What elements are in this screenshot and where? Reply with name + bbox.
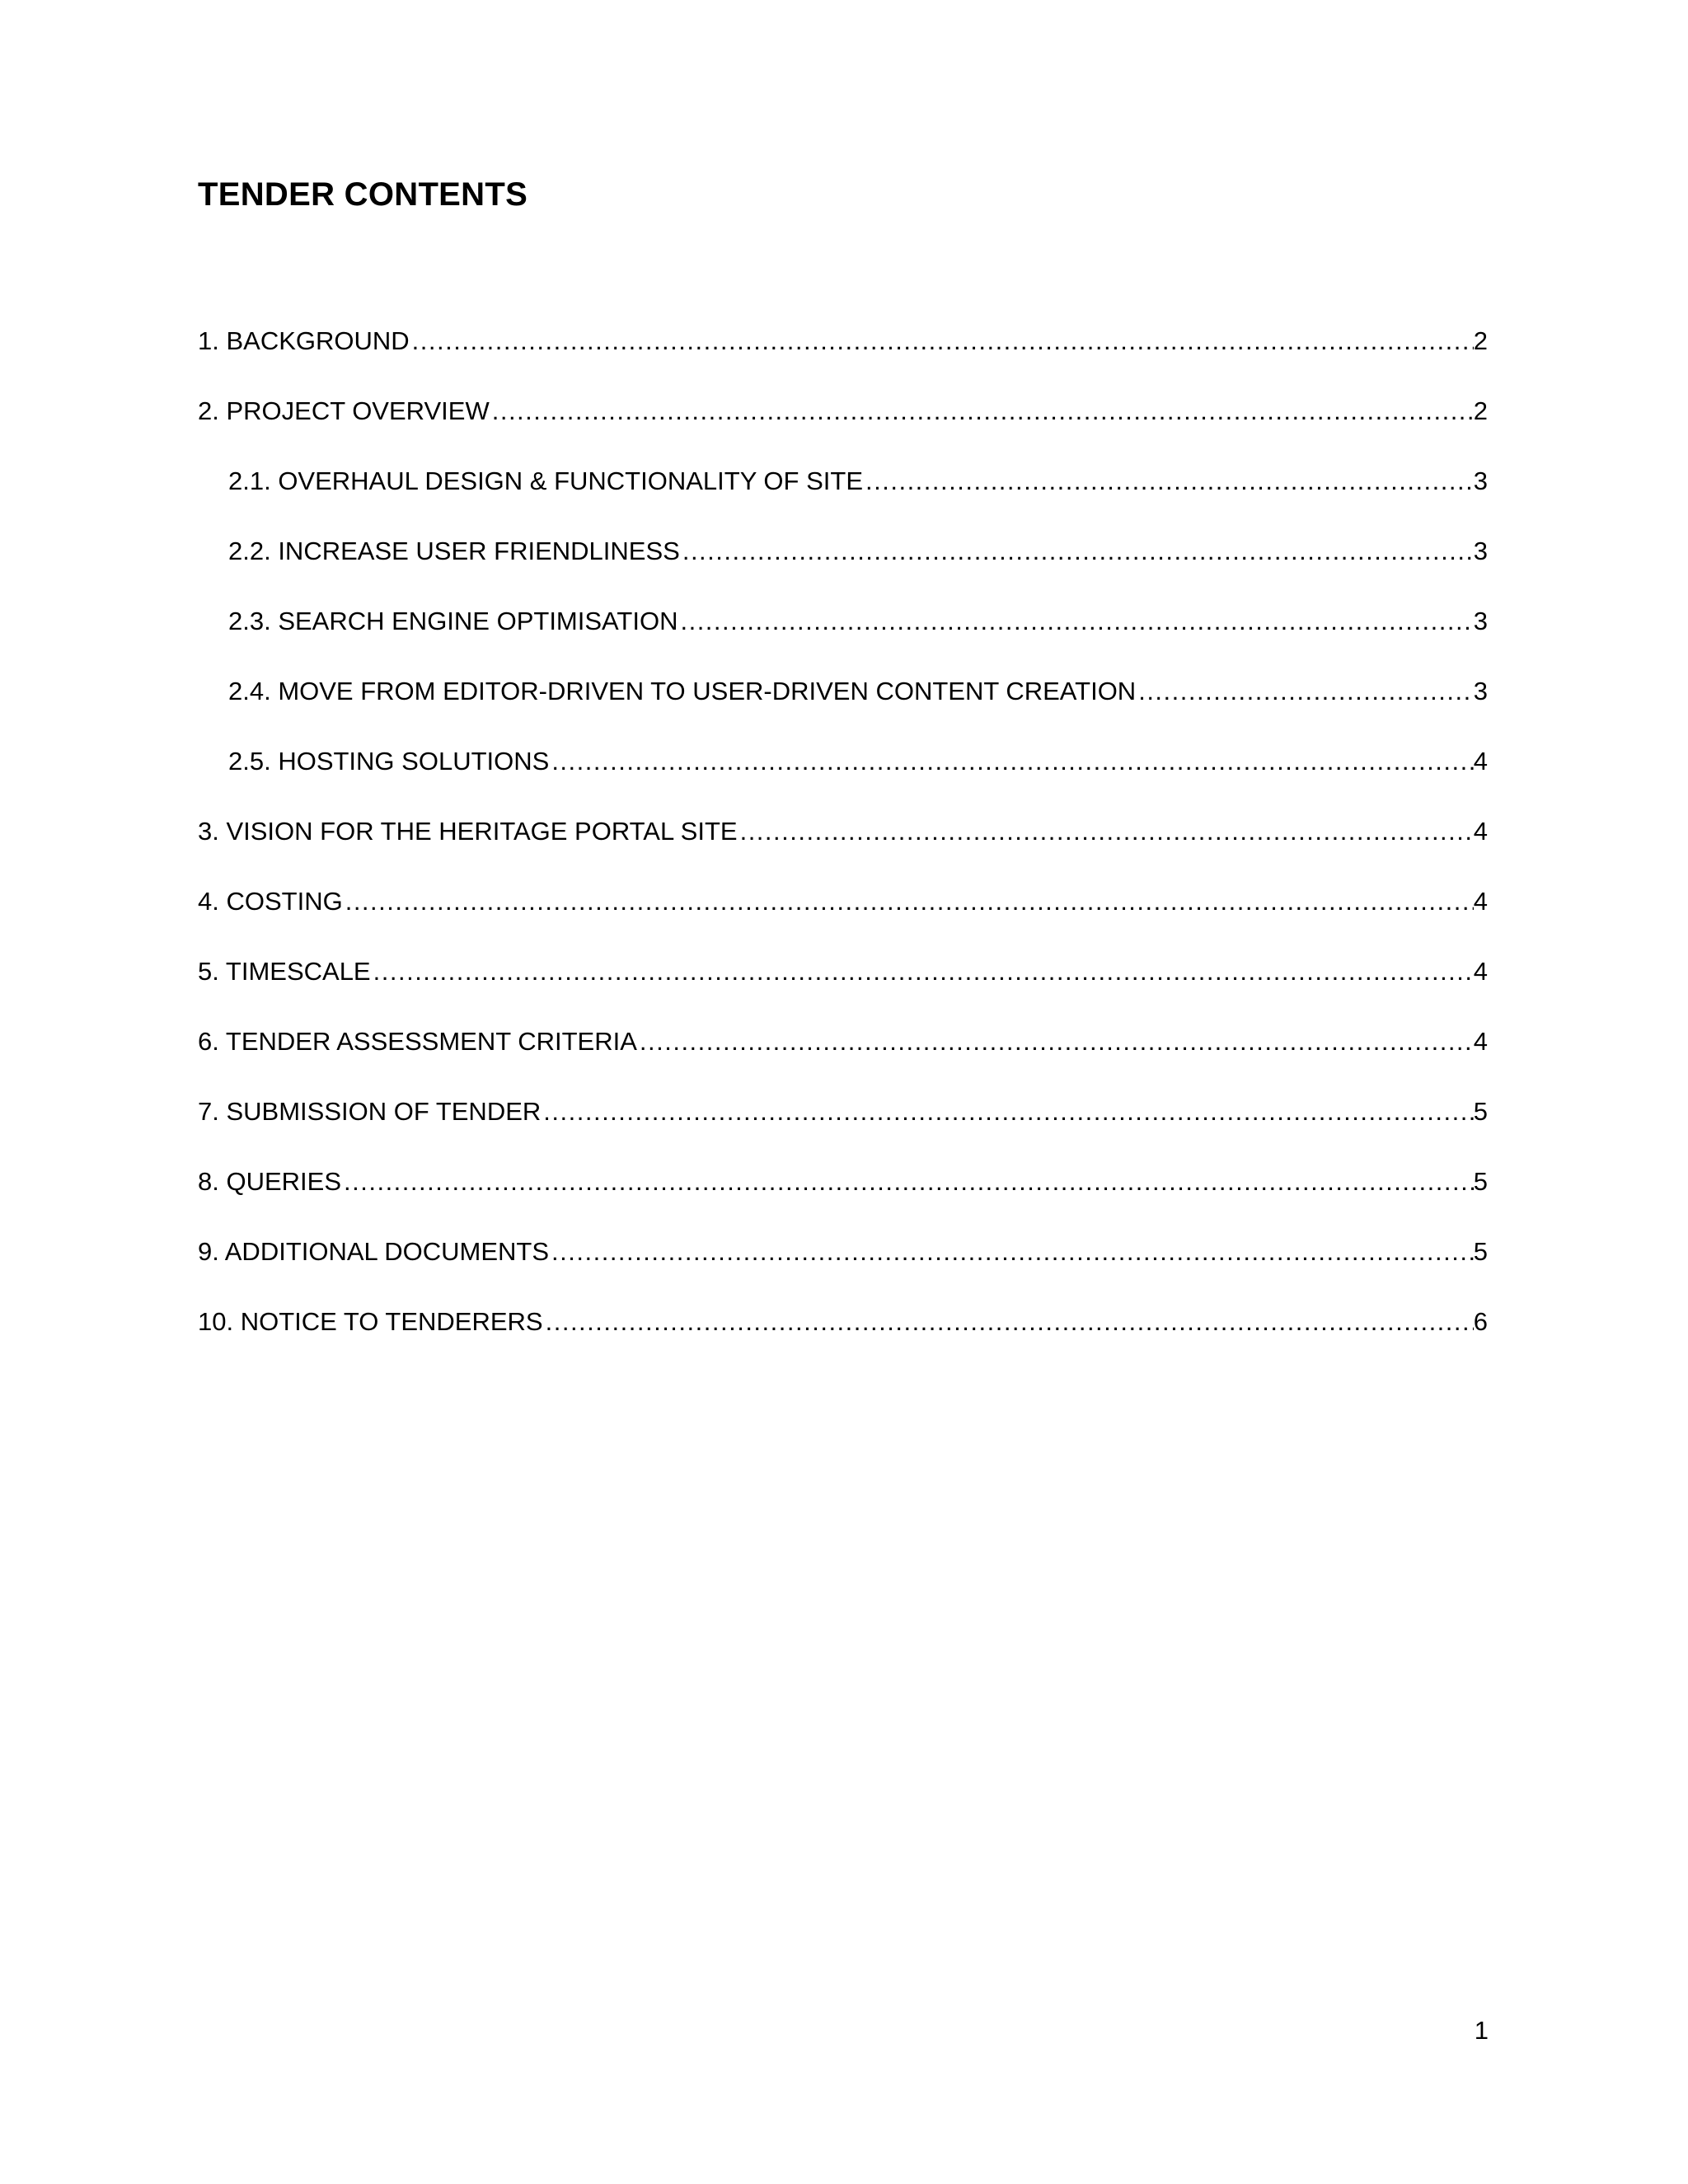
toc-entry-project-overview[interactable] bbox=[198, 393, 1488, 463]
toc-entry-page: 4 bbox=[1473, 817, 1488, 846]
toc-entry-label: 2. PROJECT OVERVIEW bbox=[198, 396, 490, 425]
toc-entry-page: 4 bbox=[1473, 747, 1488, 776]
toc-entry-page: 2 bbox=[1473, 396, 1488, 425]
toc-entry-label: 2.1. OVERHAUL DESIGN & FUNCTIONALITY OF SITE bbox=[228, 466, 863, 495]
toc-entry-page: 5 bbox=[1473, 1237, 1488, 1266]
toc-entry-hosting-solutions[interactable] bbox=[198, 743, 1488, 813]
toc-entry-page: 3 bbox=[1473, 677, 1488, 705]
toc-entry-label: 7. SUBMISSION OF TENDER bbox=[198, 1097, 542, 1126]
toc-entry-label: 3. VISION FOR THE HERITAGE PORTAL SITE bbox=[198, 817, 738, 846]
toc-entry-costing[interactable] bbox=[198, 883, 1488, 954]
toc-entry-user-driven-content[interactable] bbox=[198, 673, 1488, 743]
dot-leader bbox=[541, 1094, 1473, 1130]
toc-entry-user-friendliness[interactable] bbox=[198, 533, 1488, 603]
toc-entry-additional-documents[interactable] bbox=[198, 1234, 1488, 1304]
dot-leader bbox=[549, 743, 1473, 780]
toc-entry-submission[interactable] bbox=[198, 1094, 1488, 1164]
toc-entry-timescale[interactable] bbox=[198, 954, 1488, 1024]
dot-leader bbox=[1136, 673, 1474, 710]
toc-entry-label: 10. NOTICE TO TENDERERS bbox=[198, 1307, 543, 1336]
dot-leader bbox=[637, 1024, 1474, 1060]
toc-entry-label: 1. BACKGROUND bbox=[198, 326, 410, 355]
toc-entry-label: 5. TIMESCALE bbox=[198, 957, 371, 986]
toc-entry-page: 3 bbox=[1473, 537, 1488, 565]
toc-entry-assessment-criteria[interactable] bbox=[198, 1024, 1488, 1094]
toc-entry-page: 3 bbox=[1473, 607, 1488, 635]
toc-entry-page: 3 bbox=[1473, 466, 1488, 495]
dot-leader bbox=[341, 1164, 1474, 1200]
toc-entry-seo[interactable] bbox=[198, 603, 1488, 673]
dot-leader bbox=[678, 603, 1473, 640]
toc-entry-label: 8. QUERIES bbox=[198, 1167, 341, 1196]
table-of-contents bbox=[198, 323, 1488, 1374]
toc-entry-label: 4. COSTING bbox=[198, 887, 343, 916]
toc-entry-page: 6 bbox=[1473, 1307, 1488, 1336]
toc-entry-page: 2 bbox=[1473, 326, 1488, 355]
toc-entry-label: 2.4. MOVE FROM EDITOR-DRIVEN TO USER-DRIVEN CONTENT CREATION bbox=[228, 677, 1137, 705]
toc-entry-label: 2.2. INCREASE USER FRIENDLINESS bbox=[228, 537, 680, 565]
toc-entry-overhaul-design[interactable] bbox=[198, 463, 1488, 533]
toc-entry-vision[interactable] bbox=[198, 813, 1488, 883]
dot-leader bbox=[863, 463, 1474, 499]
toc-entry-background[interactable] bbox=[198, 323, 1488, 393]
toc-entry-page: 4 bbox=[1473, 887, 1488, 916]
dot-leader bbox=[738, 813, 1474, 850]
dot-leader bbox=[371, 954, 1474, 990]
toc-entry-page: 4 bbox=[1473, 957, 1488, 986]
toc-entry-label: 6. TENDER ASSESSMENT CRITERIA bbox=[198, 1027, 637, 1056]
dot-leader bbox=[343, 883, 1474, 920]
toc-entry-label: 2.3. SEARCH ENGINE OPTIMISATION bbox=[228, 607, 678, 635]
toc-title: TENDER CONTENTS bbox=[198, 176, 528, 213]
toc-entry-page: 5 bbox=[1473, 1167, 1488, 1196]
toc-entry-page: 5 bbox=[1473, 1097, 1488, 1126]
page-number: 1 bbox=[1474, 2016, 1489, 2045]
dot-leader bbox=[543, 1304, 1474, 1340]
dot-leader bbox=[549, 1234, 1474, 1270]
toc-entry-notice[interactable] bbox=[198, 1304, 1488, 1374]
dot-leader bbox=[490, 393, 1474, 429]
toc-entry-label: 2.5. HOSTING SOLUTIONS bbox=[228, 747, 550, 776]
dot-leader bbox=[410, 323, 1474, 359]
toc-entry-page: 4 bbox=[1473, 1027, 1488, 1056]
toc-entry-label: 9. ADDITIONAL DOCUMENTS bbox=[198, 1237, 550, 1266]
toc-entry-queries[interactable] bbox=[198, 1164, 1488, 1234]
dot-leader bbox=[680, 533, 1474, 569]
